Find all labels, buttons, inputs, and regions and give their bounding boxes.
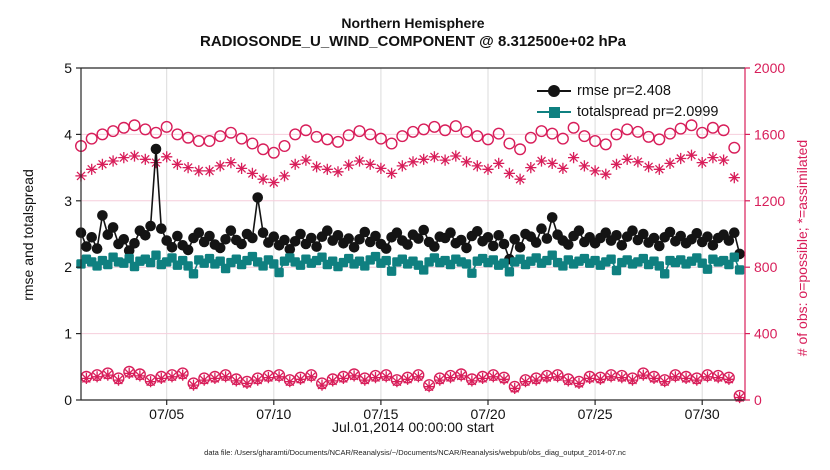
svg-text:800: 800 <box>754 259 778 276</box>
svg-text:3: 3 <box>64 192 72 209</box>
y-axis-label-right: # of obs: o=possible; *=assimilated <box>794 139 810 357</box>
legend-item-rmse <box>537 80 718 101</box>
series-assimilated-obs <box>75 150 745 404</box>
legend <box>537 80 718 122</box>
svg-text:400: 400 <box>754 325 778 342</box>
svg-text:0: 0 <box>64 392 72 408</box>
legend-item-totalspread <box>537 101 718 122</box>
svg-text:5: 5 <box>64 60 72 76</box>
svg-text:2: 2 <box>64 259 72 276</box>
chart-title-block <box>81 14 745 51</box>
y-axis-ticks-right <box>745 60 785 408</box>
svg-text:07/25: 07/25 <box>577 406 613 422</box>
totalspread-line-marker-icon <box>537 106 571 118</box>
x-axis-label: Jul.01,2014 00:00:00 start <box>332 419 494 435</box>
y-axis-label-left: rmse and totalspread <box>20 169 36 301</box>
series-totalspread <box>76 251 744 279</box>
svg-text:0: 0 <box>754 392 762 408</box>
chart-title: Northern Hemisphere <box>341 15 485 31</box>
svg-text:1200: 1200 <box>754 192 786 209</box>
chart-subtitle: RADIOSONDE_U_WIND_COMPONENT @ 8.312500e+02 hPa <box>199 33 626 50</box>
svg-text:1: 1 <box>64 325 72 342</box>
svg-text:07/05: 07/05 <box>149 406 185 422</box>
svg-text:07/15: 07/15 <box>363 406 399 422</box>
svg-text:1600: 1600 <box>754 126 786 143</box>
legend-label-rmse: rmse pr=2.408 <box>577 82 671 99</box>
svg-text:07/30: 07/30 <box>684 406 720 422</box>
data-file-path: data file: /Users/gharamti/Documents/NCAR/Reanalysis/~/Documents/NCAR/Reanalysis/webpub/obs_diag_output_2014-07.nc <box>204 448 626 457</box>
svg-text:4: 4 <box>64 126 72 143</box>
svg-text:2000: 2000 <box>754 60 786 76</box>
svg-text:07/10: 07/10 <box>256 406 292 422</box>
svg-text:07/20: 07/20 <box>470 406 506 422</box>
legend-label-totalspread: totalspread pr=2.0999 <box>577 103 719 120</box>
rmse-line-marker-icon <box>537 85 571 97</box>
